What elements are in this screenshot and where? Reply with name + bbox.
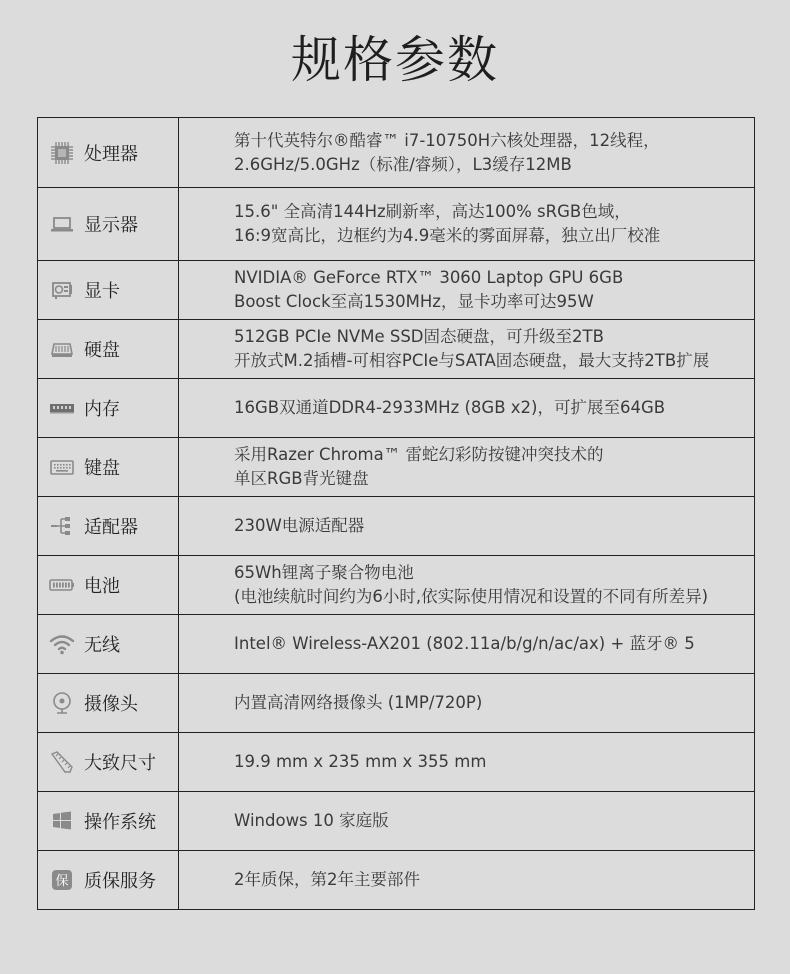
battery-icon <box>48 571 76 599</box>
spec-value-cell <box>179 615 755 674</box>
spec-value-line: Intel® Wireless-AX201 (802.11a/b/g/n/ac/ax) + 蓝牙® 5 <box>234 634 695 653</box>
spec-label-cell <box>38 188 179 261</box>
spec-value-line: Windows 10 家庭版 <box>234 811 389 830</box>
spec-value-line: 开放式M.2插槽-可相容PCIe与SATA固态硬盘，最大支持2TB扩展 <box>234 351 710 370</box>
spec-label-cell <box>38 320 179 379</box>
spec-label-cell <box>38 118 179 188</box>
spec-value-cell <box>179 497 755 556</box>
spec-value-line: 230W电源适配器 <box>234 516 365 535</box>
spec-value-line: 单区RGB背光键盘 <box>234 469 369 488</box>
spec-label-cell <box>38 674 179 733</box>
webcam-icon <box>48 689 76 717</box>
spec-value-cell <box>179 188 755 261</box>
cpu-icon <box>48 139 76 167</box>
spec-label: 操作系统 <box>84 812 156 833</box>
hard-drive-icon <box>48 335 76 363</box>
spec-label-cell <box>38 497 179 556</box>
laptop-icon <box>48 210 76 238</box>
spec-label-cell <box>38 438 179 497</box>
spec-value-line: 16GB双通道DDR4-2933MHz (8GB x2)，可扩展至64GB <box>234 398 666 417</box>
spec-label: 硬盘 <box>84 340 120 361</box>
spec-value-cell <box>179 118 755 188</box>
spec-value-line: NVIDIA® GeForce RTX™ 3060 Laptop GPU 6GB <box>234 268 624 287</box>
spec-row <box>38 851 755 910</box>
spec-value-line: 15.6" 全高清144Hz刷新率，高达100% sRGB色域， <box>234 202 631 221</box>
spec-row <box>38 674 755 733</box>
svg-text:保: 保 <box>55 874 69 889</box>
spec-value-line: 第十代英特尔®酷睿™ i7-10750H六核处理器，12线程， <box>234 130 660 150</box>
spec-value-line: 2年质保，第2年主要部件 <box>234 870 420 889</box>
spec-row <box>38 438 755 497</box>
spec-value-cell <box>179 851 755 910</box>
wifi-icon <box>48 630 76 658</box>
spec-value-cell <box>179 261 755 320</box>
graphics-card-icon <box>48 276 76 304</box>
spec-value-cell <box>179 556 755 615</box>
spec-label-cell <box>38 379 179 438</box>
spec-value-line: 2.6GHz/5.0GHz（标准/睿频），L3缓存12MB <box>234 154 572 174</box>
spec-value-line: 内置高清网络摄像头 (1MP/720P) <box>234 693 483 712</box>
spec-label: 处理器 <box>84 143 138 165</box>
spec-row <box>38 261 755 320</box>
spec-row <box>38 497 755 556</box>
memory-icon <box>48 394 76 422</box>
spec-row <box>38 320 755 379</box>
spec-label-cell <box>38 615 179 674</box>
spec-row <box>38 615 755 674</box>
spec-value-line: 采用Razer Chroma™ 雷蛇幻彩防按键冲突技术的 <box>234 445 604 464</box>
spec-value-line: 512GB PCIe NVMe SSD固态硬盘，可升级至2TB <box>234 327 604 346</box>
spec-label: 质保服务 <box>84 871 156 892</box>
spec-label: 摄像头 <box>84 694 138 715</box>
spec-value-line: 65Wh锂离子聚合物电池 <box>234 563 414 582</box>
spec-row <box>38 792 755 851</box>
spec-label-cell <box>38 733 179 792</box>
spec-row <box>38 556 755 615</box>
spec-row <box>38 379 755 438</box>
spec-value-line: 16:9宽高比，边框约为4.9毫米的雾面屏幕，独立出厂校准 <box>234 226 661 245</box>
spec-label: 键盘 <box>84 458 120 479</box>
spec-table <box>37 117 755 910</box>
spec-value-cell <box>179 438 755 497</box>
spec-label: 显示器 <box>84 215 138 236</box>
spec-label: 内存 <box>84 399 120 420</box>
spec-label: 无线 <box>84 635 120 656</box>
keyboard-icon <box>48 453 76 481</box>
spec-value-cell <box>179 379 755 438</box>
spec-value-cell <box>179 733 755 792</box>
spec-row <box>38 188 755 261</box>
spec-row <box>38 733 755 792</box>
spec-label: 显卡 <box>84 281 120 302</box>
windows-icon <box>48 807 76 835</box>
spec-label-cell <box>38 261 179 320</box>
spec-value-cell <box>179 792 755 851</box>
spec-label: 适配器 <box>84 517 138 538</box>
warranty-icon <box>48 866 76 894</box>
page-title: 规格参数 <box>291 31 499 89</box>
spec-value-line: Boost Clock至高1530MHz，显卡功率可达95W <box>234 292 594 311</box>
spec-value-cell <box>179 320 755 379</box>
spec-label-cell <box>38 556 179 615</box>
spec-label: 电池 <box>84 576 120 597</box>
adapter-icon <box>48 512 76 540</box>
spec-value-line: (电池续航时间约为6小时,依实际使用情况和设置的不同有所差异) <box>234 587 709 606</box>
spec-label-cell <box>38 851 179 910</box>
spec-value-cell <box>179 674 755 733</box>
spec-label: 大致尺寸 <box>84 753 156 774</box>
spec-value-line: 19.9 mm x 235 mm x 355 mm <box>234 752 487 771</box>
spec-row <box>38 118 755 188</box>
ruler-icon <box>48 748 76 776</box>
spec-label-cell <box>38 792 179 851</box>
